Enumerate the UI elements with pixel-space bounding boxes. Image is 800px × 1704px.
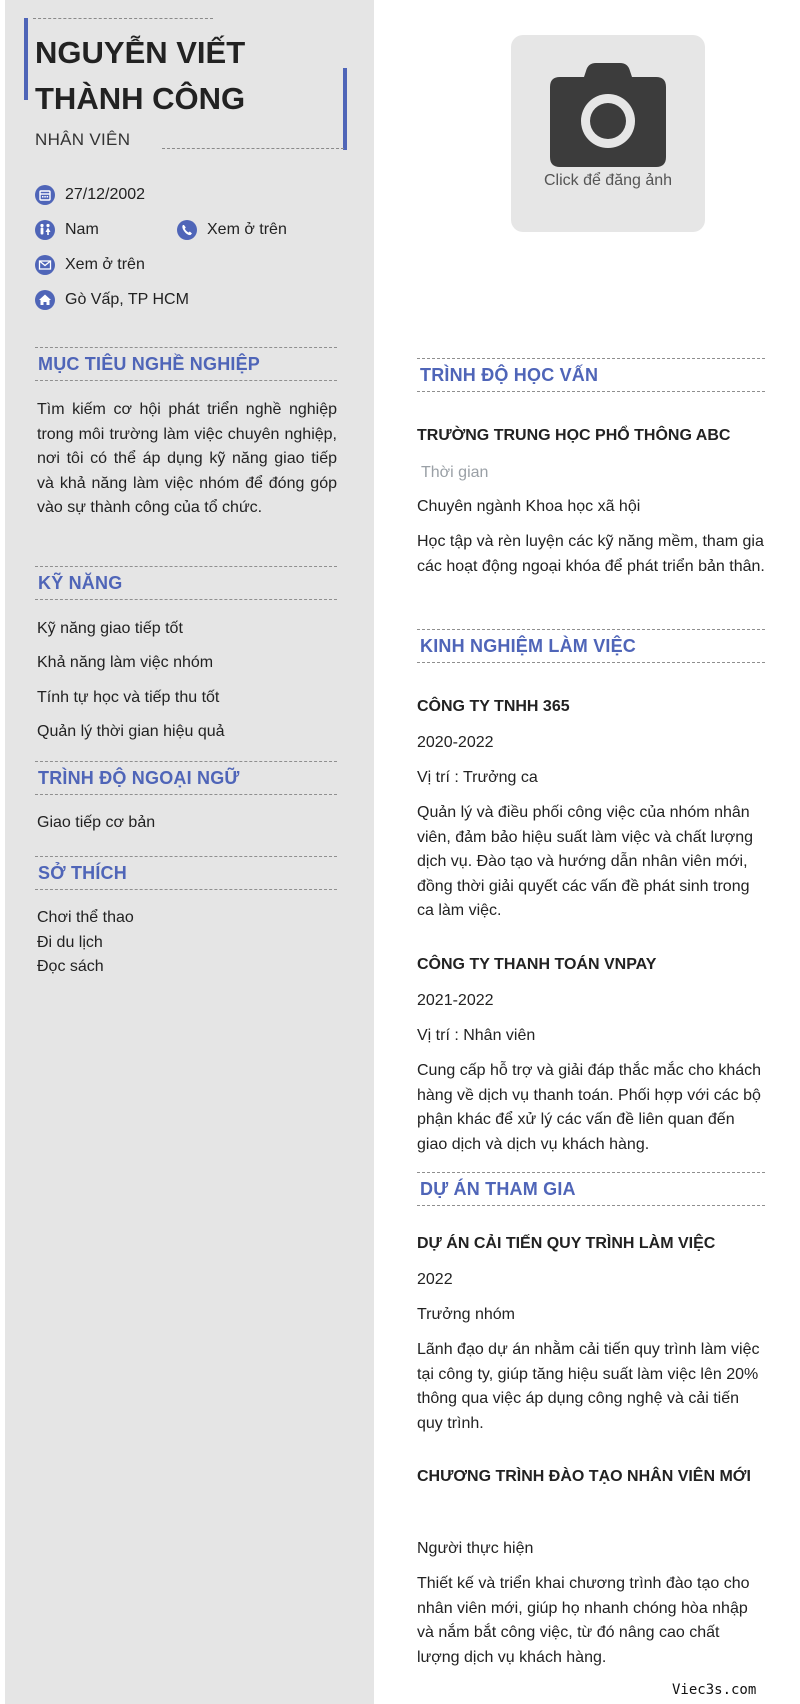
education-heading-text: TRÌNH ĐỘ HỌC VẤN [420,365,599,385]
address-value: Gò Vấp, TP HCM [65,291,189,308]
name-top-divider [33,18,213,19]
gender-value: Nam [65,221,99,238]
photo-upload-label: Click để đăng ảnh [543,172,673,189]
job-description[interactable]: Cung cấp hỗ trợ và giải đáp thắc mắc cho khách hàng về dịch vụ thanh toán. Phối hợp với các bộ phận khác để xử lý các vấn đề liên quan đến giao dịch và dịch vụ khách hàng. [417,1062,762,1153]
skill-item[interactable]: Quản lý thời gian hiệu quả [37,723,225,740]
home-icon [35,290,55,310]
job-position[interactable]: Vị trí : Nhân viên [417,1027,536,1044]
projects-heading [417,1172,765,1206]
job-title[interactable]: NHÂN VIÊN [35,130,131,149]
job-position[interactable]: Vị trí : Trưởng ca [417,769,538,786]
project-title[interactable]: DỰ ÁN CẢI TIẾN QUY TRÌNH LÀM VIỆC [417,1235,716,1252]
phone-row[interactable] [177,220,287,240]
watermark: Viec3s.com [672,1682,757,1698]
skill-item[interactable]: Tính tự học và tiếp thu tốt [37,689,220,706]
experience-heading-text: KINH NGHIỆM LÀM VIỆC [420,636,637,656]
skill-item[interactable]: Kỹ năng giao tiếp tốt [37,620,183,637]
project-role[interactable]: Trưởng nhóm [417,1306,515,1323]
phone-icon [177,220,197,240]
education-heading [417,358,765,392]
education-time[interactable]: Thời gian [421,464,489,481]
name-accent-bar-left [24,18,28,100]
job-period[interactable]: 2021-2022 [417,992,494,1009]
project-role[interactable]: Người thực hiện [417,1540,534,1557]
project-year[interactable]: 2022 [417,1271,453,1288]
objective-heading [35,347,337,381]
school-name[interactable]: TRƯỜNG TRUNG HỌC PHỔ THÔNG ABC [417,427,731,444]
objective-heading-text: MỤC TIÊU NGHỀ NGHIỆP [38,354,261,374]
phone-value: Xem ở trên [207,221,287,238]
company-name[interactable]: CÔNG TY THANH TOÁN VNPAY [417,956,657,973]
company-name[interactable]: CÔNG TY TNHH 365 [417,698,570,715]
project-description[interactable]: Lãnh đạo dự án nhằm cải tiến quy trình làm việc tại công ty, giúp tăng hiệu suất làm việc lên 20% thông qua việc áp dụng công nghệ và cải tiến quy trình. [417,1341,760,1432]
photo-upload[interactable] [511,35,705,232]
hobbies-heading-text: SỞ THÍCH [38,863,127,883]
project-title[interactable]: CHƯƠNG TRÌNH ĐÀO TẠO NHÂN VIÊN MỚI [417,1468,751,1485]
skills-heading-text: KỸ NĂNG [38,573,123,593]
project-description[interactable]: Thiết kế và triển khai chương trình đào tạo cho nhân viên mới, giúp họ nhanh chóng hòa nhập và nắm bắt công việc, từ đó nâng cao chất lượng dịch vụ khách hàng. [417,1575,750,1666]
hobby-item[interactable]: Đọc sách [37,958,104,975]
calendar-icon [35,185,55,205]
birthday-row[interactable] [35,185,145,205]
language-level[interactable]: Giao tiếp cơ bản [37,814,156,831]
candidate-name[interactable]: NGUYỄN VIẾT THÀNH CÔNG [35,35,246,116]
gender-icon [35,220,55,240]
job-title-divider [162,148,344,149]
experience-heading [417,629,765,663]
languages-heading [35,761,337,795]
birthday-value: 27/12/2002 [65,186,146,203]
skills-heading [35,566,337,600]
job-period[interactable]: 2020-2022 [417,734,494,751]
email-value: Xem ở trên [65,256,145,273]
education-major[interactable]: Chuyên ngành Khoa học xã hội [417,498,641,515]
education-description[interactable]: Học tập và rèn luyện các kỹ năng mềm, tham gia các hoạt động ngoại khóa để phát triển bản thân. [417,533,765,575]
hobbies-heading [35,856,337,890]
job-description[interactable]: Quản lý và điều phối công việc của nhóm nhân viên, đảm bảo hiệu suất làm việc và chất lượng dịch vụ. Đào tạo và hướng dẫn nhân viên mới, đồng thời giải quyết các vấn đề phát sinh trong ca làm việc. [417,804,754,919]
gender-row[interactable] [35,220,99,240]
camera-icon [550,63,666,167]
projects-heading-text: DỰ ÁN THAM GIA [420,1179,576,1199]
languages-heading-text: TRÌNH ĐỘ NGOẠI NGỮ [38,768,240,788]
skill-item[interactable]: Khả năng làm việc nhóm [37,654,214,671]
mail-icon [35,255,55,275]
address-row[interactable] [35,290,189,310]
hobby-item[interactable]: Đi du lịch [37,934,103,951]
objective-text[interactable]: Tìm kiếm cơ hội phát triển nghề nghiệp trong môi trường làm việc chuyên nghiệp, nơi tôi có thể áp dụng kỹ năng giao tiếp và khả năng làm việc nhóm để đóng góp vào sự thành công của tổ chức. [37,401,337,516]
email-row[interactable] [35,255,145,275]
hobby-item[interactable]: Chơi thể thao [37,909,134,926]
